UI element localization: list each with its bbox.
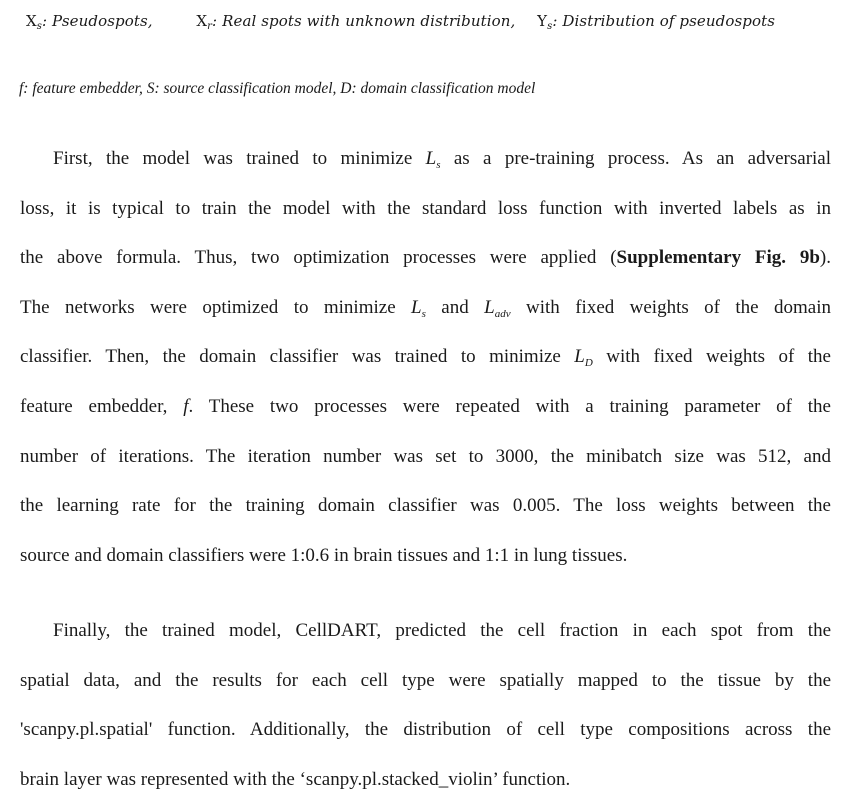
text-line: spatial data, and the results for each cell type were spatially mapped to the tissue by the (20, 669, 831, 691)
text-line: The networks were optimized to minimize $L_s$ and $L_{adv}$ with fixed weights of the domain (20, 296, 831, 320)
xs-symbol: $X_s$ (26, 12, 43, 32)
text-line: 'scanpy.pl.spatial' function. Additionally, the distribution of cell type compositions across the (20, 719, 831, 741)
text-line: the above formula. Thus, two optimization processes were applied (Supplementary Fig. 9b). (20, 247, 831, 269)
xr-description: : Real spots with unknown distribution, (212, 12, 516, 30)
model-legend: f: feature embedder, S: source classification model, D: domain classification model (19, 80, 536, 97)
text-line: the learning rate for the training domain classifier was 0.005. The loss weights between the (20, 495, 831, 517)
ys-symbol: $Y_s$ (537, 12, 553, 32)
ys-description: : Distribution of pseudospots (552, 12, 776, 30)
text-line: source and domain classifiers were 1:0.6 in brain tissues and 1:1 in lung tissues. (20, 544, 628, 566)
text-line: classifier. Then, the domain classifier was trained to minimize $L_D$ with fixed weights of the (20, 346, 831, 370)
text-line: First, the model was trained to minimize $L_s$ as a pre-training process. As an adversarial (53, 148, 832, 171)
text-line: feature embedder, f. These two processes were repeated with a training parameter of the (20, 395, 831, 417)
text-line: number of iterations. The iteration number was set to 3000, the minibatch size was 512, and (20, 445, 831, 467)
text-line: Finally, the trained model, CellDART, predicted the cell fraction in each spot from the (53, 620, 831, 641)
paragraph-training (20, 134, 831, 580)
paragraph-prediction (20, 606, 831, 804)
text-line: brain layer was represented with the ‘scanpy.pl.stacked_violin’ function. (20, 768, 571, 790)
text-line: loss, it is typical to train the model with the standard loss function with inverted labels as in (20, 197, 831, 219)
figure-reference: Supplementary Fig. 9b (616, 247, 820, 269)
symbol-legend (26, 12, 775, 32)
xs-description: : Pseudospots, (42, 12, 153, 30)
xr-symbol: $X_r$ (196, 12, 213, 32)
